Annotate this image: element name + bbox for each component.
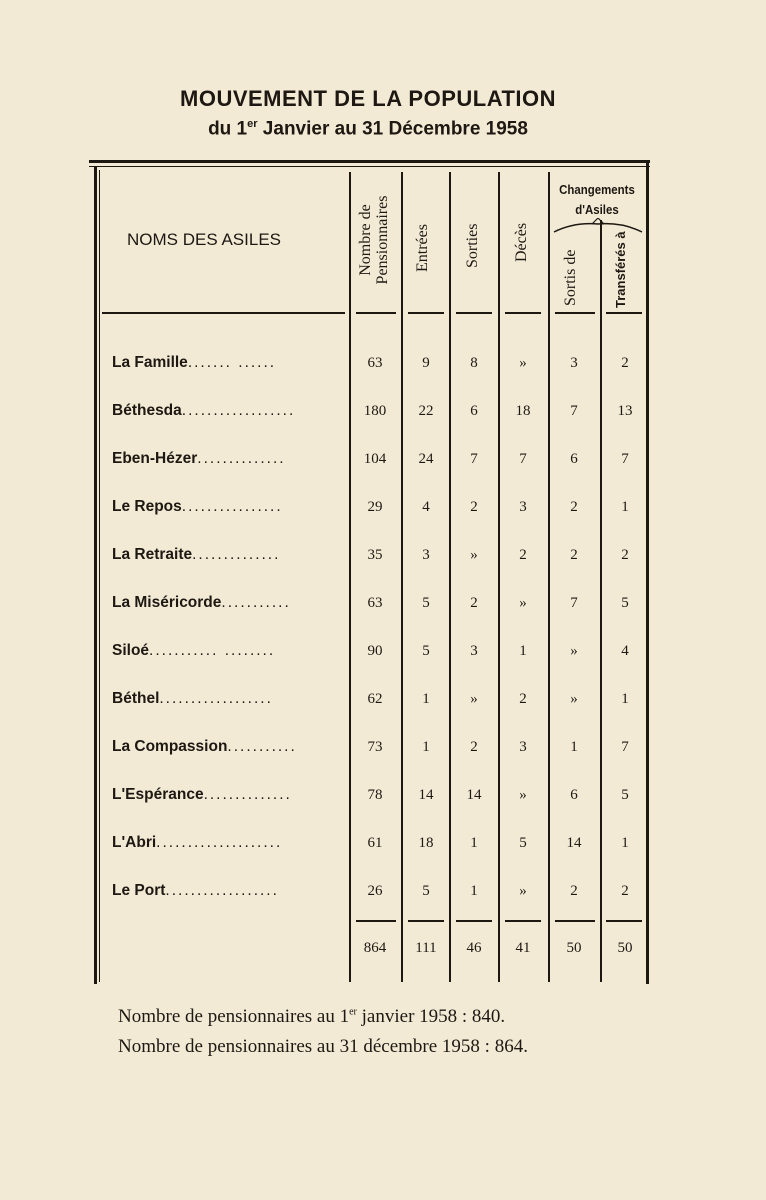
header-pensionnaires-line1: Nombre de bbox=[357, 204, 374, 276]
table-cell: 4 bbox=[621, 643, 629, 659]
footer-line-1-pre: Nombre de pensionnaires au 1 bbox=[118, 1006, 350, 1027]
table-cell: 4 bbox=[422, 499, 430, 515]
row-leader-dots: ....... ...... bbox=[187, 354, 277, 371]
page-subtitle bbox=[0, 118, 736, 140]
table-cell: 63 bbox=[367, 355, 383, 371]
table-cell: 2 bbox=[621, 547, 629, 563]
total-cell: 50 bbox=[617, 940, 633, 956]
header-entrees: Entrées bbox=[414, 224, 431, 272]
table-cell: 73 bbox=[367, 739, 383, 755]
table-cell: 2 bbox=[570, 547, 578, 563]
header-sortis-de: Sortis de bbox=[562, 249, 579, 306]
table-cell: 61 bbox=[367, 835, 383, 851]
header-pensionnaires-line2: Pensionnaires bbox=[374, 195, 391, 285]
table-cell: 180 bbox=[363, 403, 387, 419]
row-name-text: Eben-Hézer bbox=[112, 450, 198, 467]
table-cell: 1 bbox=[621, 499, 629, 515]
table-cell: 29 bbox=[367, 499, 383, 515]
totals-rule-1 bbox=[356, 920, 396, 922]
table-cell: 90 bbox=[367, 643, 383, 659]
row-leader-dots: ........... bbox=[227, 738, 297, 755]
row-name-text: La Retraite bbox=[112, 546, 193, 563]
header-deces: Décès bbox=[513, 222, 530, 262]
table-cell: 5 bbox=[621, 595, 629, 611]
totals-rule-3 bbox=[456, 920, 492, 922]
header-names: NOMS DES ASILES bbox=[127, 230, 281, 249]
table-cell: » bbox=[519, 787, 527, 803]
totals-rule-6 bbox=[606, 920, 642, 922]
table-cell: 3 bbox=[570, 355, 578, 371]
table-cell: 2 bbox=[470, 499, 478, 515]
col-divider-2 bbox=[401, 172, 403, 982]
footer-line-2: Nombre de pensionnaires au 31 décembre 1958 : 864. bbox=[118, 1036, 528, 1057]
header-underline-2 bbox=[408, 312, 444, 314]
brace-icon bbox=[552, 218, 644, 238]
row-name-text: Siloé bbox=[112, 642, 150, 659]
table-cell: 22 bbox=[418, 403, 434, 419]
header-underline-6 bbox=[606, 312, 642, 314]
col-divider-5 bbox=[548, 172, 550, 982]
table-cell: 5 bbox=[519, 835, 527, 851]
header-sorties: Sorties bbox=[464, 223, 481, 268]
table-cell: 35 bbox=[367, 547, 383, 563]
table-cell: » bbox=[570, 643, 578, 659]
table-frame-top-thin bbox=[89, 166, 650, 167]
table-cell: 5 bbox=[422, 883, 430, 899]
table-cell: » bbox=[519, 355, 527, 371]
table-cell: 2 bbox=[621, 355, 629, 371]
totals-rule-4 bbox=[505, 920, 541, 922]
table-cell: 2 bbox=[519, 691, 527, 707]
row-name-text: Béthel bbox=[112, 690, 160, 707]
row-name-text: L'Abri bbox=[112, 834, 157, 851]
col-divider-4 bbox=[498, 172, 500, 982]
header-underline-names bbox=[102, 312, 345, 314]
table-cell: 2 bbox=[570, 499, 578, 515]
total-cell: 46 bbox=[466, 940, 482, 956]
table-border-right bbox=[646, 160, 649, 984]
table-cell: 1 bbox=[621, 691, 629, 707]
table-cell: 13 bbox=[617, 403, 633, 419]
table-cell: 78 bbox=[367, 787, 383, 803]
table-cell: 2 bbox=[570, 883, 578, 899]
row-name-text: La Compassion bbox=[112, 738, 228, 755]
row-leader-dots: .................. bbox=[165, 882, 279, 899]
row-name bbox=[112, 354, 350, 372]
table-cell: 14 bbox=[418, 787, 434, 803]
table-cell: 7 bbox=[470, 451, 478, 467]
row-name-text: L'Espérance bbox=[112, 786, 204, 803]
table-cell: 62 bbox=[367, 691, 383, 707]
table-cell: 2 bbox=[621, 883, 629, 899]
row-name bbox=[112, 450, 350, 468]
table-cell: 7 bbox=[621, 739, 629, 755]
table-cell: 3 bbox=[422, 547, 430, 563]
header-changements-line2: d'Asiles bbox=[575, 202, 619, 217]
total-cell: 50 bbox=[566, 940, 582, 956]
table-cell: 1 bbox=[422, 691, 430, 707]
row-name bbox=[112, 738, 350, 756]
table-cell: 1 bbox=[422, 739, 430, 755]
table-cell: 18 bbox=[418, 835, 434, 851]
table-cell: 3 bbox=[519, 499, 527, 515]
table-cell: » bbox=[519, 883, 527, 899]
row-leader-dots: .................. bbox=[159, 690, 273, 707]
table-cell: 6 bbox=[470, 403, 478, 419]
table-cell: 2 bbox=[470, 739, 478, 755]
row-name-text: Le Repos bbox=[112, 498, 182, 515]
table-cell: 3 bbox=[470, 643, 478, 659]
row-name-text: La Famille bbox=[112, 354, 188, 371]
table-cell: 26 bbox=[367, 883, 383, 899]
col-divider-3 bbox=[449, 172, 451, 982]
row-name bbox=[112, 546, 350, 564]
header-underline-1 bbox=[356, 312, 396, 314]
row-name bbox=[112, 690, 350, 708]
table-cell: 7 bbox=[621, 451, 629, 467]
table-cell: 1 bbox=[470, 883, 478, 899]
row-name bbox=[112, 834, 350, 852]
table-cell: » bbox=[470, 547, 478, 563]
subtitle-sup: er bbox=[247, 118, 258, 130]
table-cell: 24 bbox=[418, 451, 434, 467]
header-underline-3 bbox=[456, 312, 492, 314]
table-cell: » bbox=[519, 595, 527, 611]
row-leader-dots: ........... ........ bbox=[149, 642, 276, 659]
table-cell: 9 bbox=[422, 355, 430, 371]
table-cell: 104 bbox=[363, 451, 387, 467]
row-leader-dots: .............. bbox=[192, 546, 281, 563]
table-cell: 1 bbox=[470, 835, 478, 851]
row-name-text: Le Port bbox=[112, 882, 166, 899]
header-underline-4 bbox=[505, 312, 541, 314]
header-underline-5 bbox=[555, 312, 595, 314]
header-pensionnaires bbox=[357, 170, 391, 310]
table-cell: 3 bbox=[519, 739, 527, 755]
row-leader-dots: .............. bbox=[203, 786, 292, 803]
row-name-text: Béthesda bbox=[112, 402, 182, 419]
table-frame-top bbox=[89, 160, 650, 163]
table-cell: 5 bbox=[422, 643, 430, 659]
totals-rule-5 bbox=[555, 920, 595, 922]
table-cell: 1 bbox=[621, 835, 629, 851]
table-cell: 5 bbox=[621, 787, 629, 803]
table-cell: 7 bbox=[519, 451, 527, 467]
table-cell: 7 bbox=[570, 595, 578, 611]
footer-line-1 bbox=[118, 1006, 505, 1028]
table-cell: 63 bbox=[367, 595, 383, 611]
header-changements-line1: Changements bbox=[559, 182, 635, 197]
total-cell: 41 bbox=[515, 940, 531, 956]
col-divider-1 bbox=[349, 172, 351, 982]
header-transferes-a: Transférés à bbox=[613, 231, 628, 308]
col-divider-6 bbox=[600, 220, 602, 982]
row-name bbox=[112, 786, 350, 804]
row-leader-dots: ........... bbox=[221, 594, 291, 611]
footer-line-1-post: janvier 1958 : 840. bbox=[356, 1006, 506, 1027]
row-leader-dots: .................... bbox=[156, 834, 283, 851]
table-cell: 2 bbox=[519, 547, 527, 563]
table-cell: 6 bbox=[570, 787, 578, 803]
total-cell: 111 bbox=[415, 940, 437, 956]
row-leader-dots: .............. bbox=[197, 450, 286, 467]
table-cell: 14 bbox=[466, 787, 482, 803]
table-cell: 5 bbox=[422, 595, 430, 611]
table-cell: 18 bbox=[515, 403, 531, 419]
row-name-text: La Miséricorde bbox=[112, 594, 222, 611]
page-title: MOUVEMENT DE LA POPULATION bbox=[180, 86, 556, 111]
table-border-left-outer bbox=[99, 170, 100, 982]
row-name bbox=[112, 594, 350, 612]
header-changements bbox=[559, 180, 635, 220]
table-cell: 8 bbox=[470, 355, 478, 371]
table-cell: 7 bbox=[570, 403, 578, 419]
subtitle-pre: du 1 bbox=[208, 118, 248, 140]
subtitle-post: Janvier au 31 Décembre 1958 bbox=[257, 118, 528, 140]
table-cell: 1 bbox=[570, 739, 578, 755]
row-name bbox=[112, 402, 350, 420]
row-name bbox=[112, 882, 350, 900]
table-cell: 14 bbox=[566, 835, 582, 851]
totals-rule-2 bbox=[408, 920, 444, 922]
row-leader-dots: .................. bbox=[181, 402, 296, 419]
table-cell: » bbox=[570, 691, 578, 707]
row-name bbox=[112, 498, 350, 516]
table-border-left bbox=[94, 166, 97, 984]
row-name bbox=[112, 642, 350, 660]
table-cell: 6 bbox=[570, 451, 578, 467]
table-cell: 1 bbox=[519, 643, 527, 659]
total-cell: 864 bbox=[363, 940, 387, 956]
footer-line-1-sup: er bbox=[349, 1006, 357, 1018]
table-cell: » bbox=[470, 691, 478, 707]
row-leader-dots: ................ bbox=[181, 498, 283, 515]
table-cell: 2 bbox=[470, 595, 478, 611]
